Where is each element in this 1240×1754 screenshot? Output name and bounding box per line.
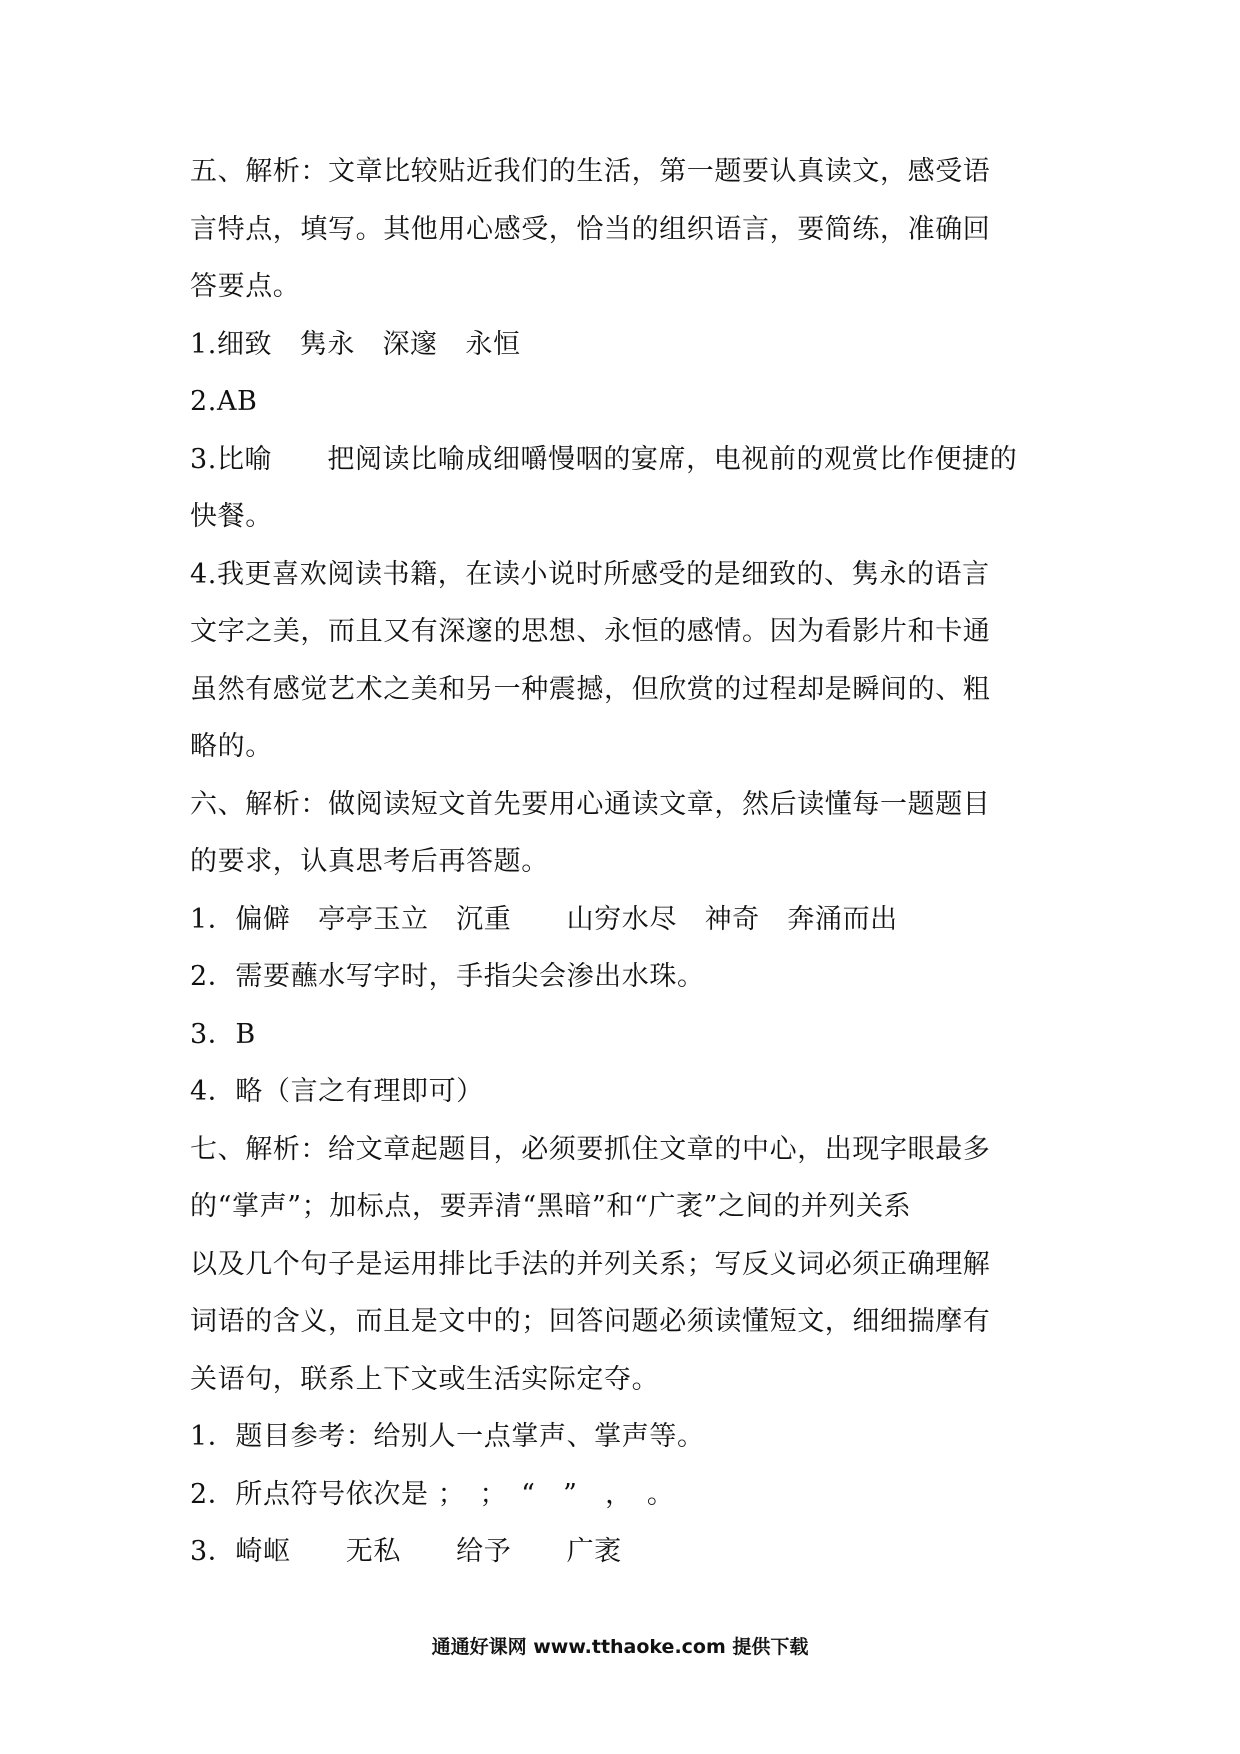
text-line: 3．崎岖 无私 给予 广袤 [190,1536,622,1567]
text-line: 的“掌声”；加标点，要弄清“黑暗”和“广袤”之间的并列关系 [190,1191,912,1222]
text-line: 言特点，填写。其他用心感受，恰当的组织语言，要简练，准确回 [190,213,991,245]
text-line: 3.比喻 把阅读比喻成细嚼慢咽的宴席，电视前的观赏比作便捷的 [190,443,1018,475]
text-line: 略的。 [190,731,273,762]
text-line: 的要求，认真思考后再答题。 [190,846,549,877]
download-source-footer: 通通好课网 www.tthaoke.com 提供下载 [431,1636,809,1658]
text-line: 以及几个句子是运用排比手法的并列关系；写反义词必须正确理解 [190,1248,991,1280]
text-line: 1.细致 隽永 深邃 永恒 [190,328,521,360]
text-line: 文字之美，而且又有深邃的思想、永恒的感情。因为看影片和卡通 [190,616,991,647]
text-line: 2．所点符号依次是 ； ； “ ” ， 。 [190,1478,675,1510]
text-line: 六、解析：做阅读短文首先要用心通读文章，然后读懂每一题题目 [190,788,991,820]
text-line: 词语的含义，而且是文中的；回答问题必须读懂短文，细细揣摩有 [190,1306,991,1337]
text-line: 2．需要蘸水写字时，手指尖会渗出水珠。 [190,961,705,992]
text-line: 4.我更喜欢阅读书籍，在读小说时所感受的是细致的、隽永的语言 [190,558,990,590]
text-line: 2.AB [190,386,258,417]
answer-text-block [190,143,1070,1581]
text-line: 关语句，联系上下文或生活实际定夺。 [190,1363,660,1395]
text-line: 3．B [190,1018,256,1050]
text-line: 答要点。 [190,271,301,302]
text-line: 1．题目参考：给别人一点掌声、掌声等。 [190,1421,705,1452]
text-line: 4．略（言之有理即可） [190,1076,484,1107]
text-line: 1．偏僻 亭亭玉立 沉重 山穷水尽 神奇 奔涌而出 [190,903,898,935]
text-line: 七、解析：给文章起题目，必须要抓住文章的中心，出现字眼最多 [190,1133,991,1165]
text-line: 虽然有感觉艺术之美和另一种震撼，但欣赏的过程却是瞬间的、粗 [190,673,991,705]
text-line: 五、解析：文章比较贴近我们的生活，第一题要认真读文，感受语 [190,156,991,187]
text-line: 快餐。 [190,501,273,532]
